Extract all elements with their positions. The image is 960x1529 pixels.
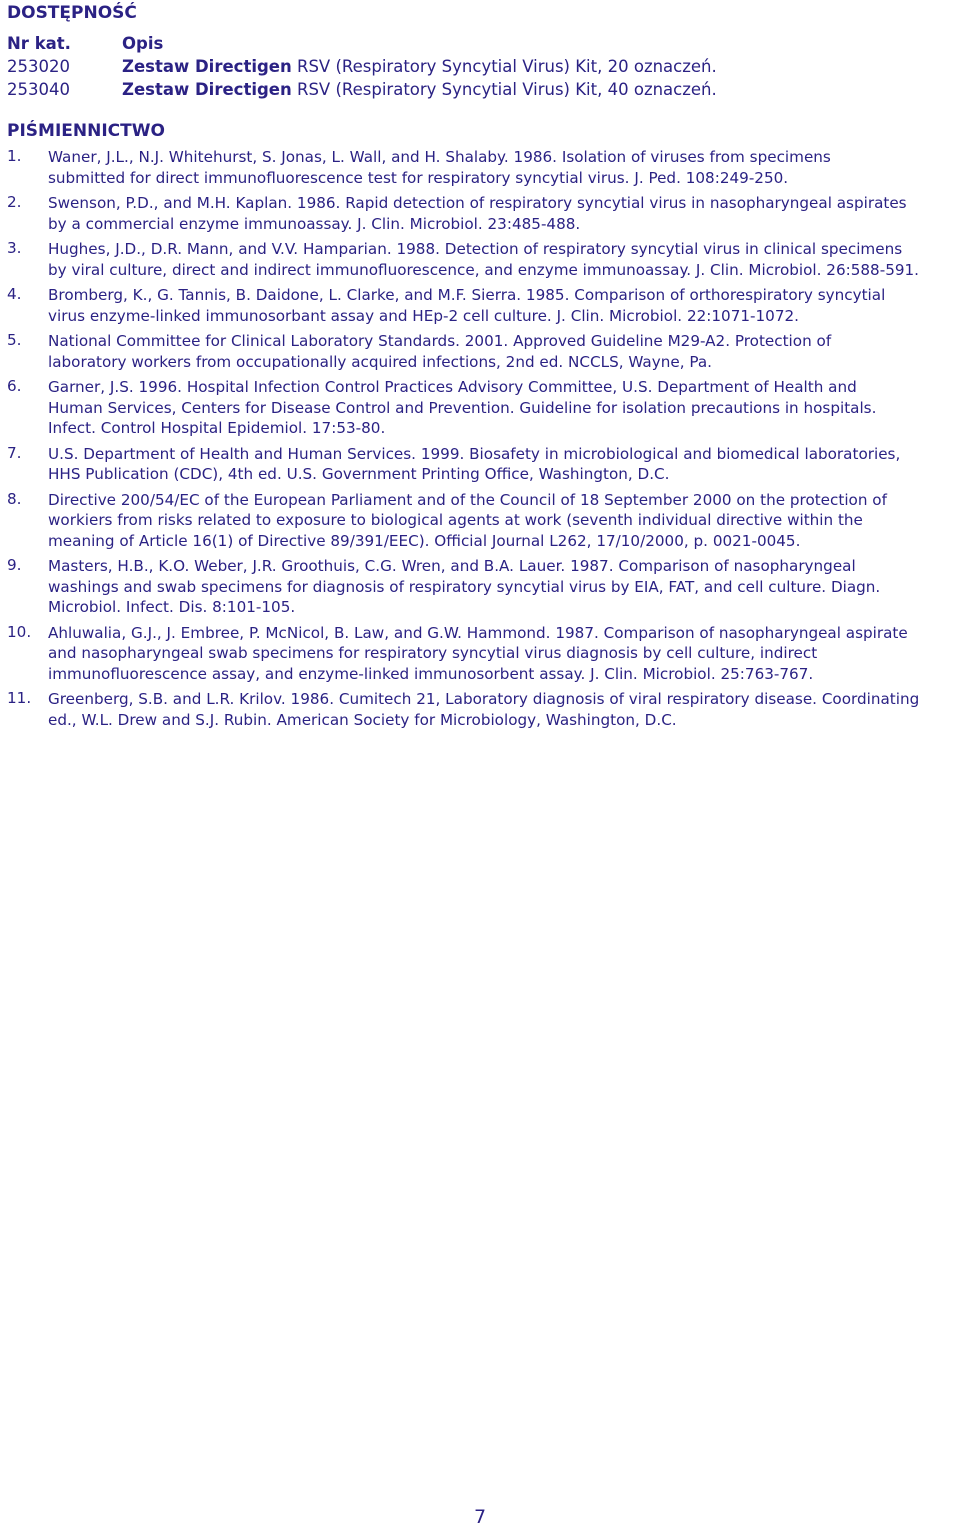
- reference-item: [7, 285, 952, 326]
- reference-line: HHS Publication (CDC), 4th ed. U.S. Government Printing Office, Washington, D.C.: [48, 465, 670, 483]
- reference-line: immunofluorescence assay, and enzyme-linked immunosorbent assay. J. Clin. Microbiol. 25:763-767.: [48, 664, 814, 683]
- reference-text: [48, 285, 952, 326]
- reference-number: 1.: [7, 147, 22, 165]
- reference-line: Hughes, J.D., D.R. Mann, and V.V. Hamparian. 1988. Detection of respiratory syncytial virus in clinical specimens: [48, 240, 903, 258]
- reference-number: 4.: [7, 285, 22, 303]
- reference-text: [48, 556, 952, 618]
- availability-row: [7, 55, 952, 78]
- reference-item: [7, 444, 952, 485]
- kit-description: [122, 80, 952, 99]
- reference-text: [48, 689, 952, 730]
- references-list: [7, 147, 952, 730]
- reference-line: workiers from risks related to exposure to biological agents at work (seventh individual directive within the: [48, 511, 863, 529]
- page-number: 7: [473, 1506, 487, 1528]
- reference-line: Ahluwalia, G.J., J. Embree, P. McNicol, B. Law, and G.W. Hammond. 1987. Comparison of nasopharyngeal aspirate: [48, 623, 908, 642]
- reference-item: [7, 556, 952, 618]
- reference-line: Waner, J.L., N.J. Whitehurst, S. Jonas, L. Wall, and H. Shalaby. 1986. Isolation of viruses from specimens: [48, 148, 831, 166]
- reference-line: submitted for direct immunofluorescence test for respiratory syncytial virus. J. Ped. 108:249-250.: [48, 168, 789, 187]
- availability-header-row: [7, 32, 952, 55]
- reference-line: Swenson, P.D., and M.H. Kaplan. 1986. Rapid detection of respiratory syncytial virus in nasopharyngeal aspirates: [48, 194, 907, 212]
- kit-name: Zestaw Directigen: [122, 80, 292, 99]
- kit-description: [122, 57, 952, 76]
- reference-text: [48, 239, 952, 280]
- references-heading: PIŚMIENNICTWO: [7, 121, 165, 141]
- reference-text: [48, 490, 952, 552]
- reference-text: [48, 331, 952, 372]
- reference-item: [7, 490, 952, 552]
- reference-item: [7, 331, 952, 372]
- catalog-column-header: Nr kat.: [7, 34, 71, 53]
- catalog-number: 253040: [7, 80, 70, 99]
- reference-line: washings and swab specimens for diagnosis of respiratory syncytial virus by EIA, FAT, and cell culture. Diagn.: [48, 577, 881, 596]
- reference-line: virus enzyme-linked immunosorbant assay and HEp-2 cell culture. J. Clin. Microbiol. 22:1071-1072.: [48, 306, 799, 325]
- reference-number: 10.: [7, 622, 32, 641]
- reference-item: [7, 193, 952, 234]
- reference-item: [7, 239, 952, 280]
- reference-line: Bromberg, K., G. Tannis, B. Daidone, L. Clarke, and M.F. Sierra. 1985. Comparison of orthorespiratory syncytial: [48, 286, 886, 304]
- reference-line: laboratory workers from occupationally acquired infections, 2nd ed. NCCLS, Wayne, Pa.: [48, 352, 712, 371]
- reference-number: 11.: [7, 689, 32, 707]
- reference-line: and nasopharyngeal swab specimens for respiratory syncytial virus diagnosis by cell culture, indirect: [48, 644, 818, 662]
- reference-number: 9.: [7, 556, 22, 574]
- availability-row: [7, 78, 952, 101]
- kit-name: Zestaw Directigen: [122, 57, 292, 76]
- reference-text: [48, 444, 952, 485]
- reference-line: Greenberg, S.B. and L.R. Krilov. 1986. Cumitech 21, Laboratory diagnosis of viral respiratory disease. Coordinating: [48, 690, 920, 708]
- reference-number: 2.: [7, 193, 22, 211]
- reference-line: by a commercial enzyme immunoassay. J. Clin. Microbiol. 23:485-488.: [48, 214, 581, 233]
- reference-number: 6.: [7, 377, 22, 395]
- reference-text: [48, 377, 952, 439]
- catalog-number: 253020: [7, 57, 70, 76]
- reference-line: Garner, J.S. 1996. Hospital Infection Control Practices Advisory Committee, U.S. Department of Health and: [48, 378, 857, 396]
- kit-details: RSV (Respiratory Syncytial Virus) Kit, 20 oznaczeń.: [291, 57, 717, 76]
- reference-line: by viral culture, direct and indirect immunofluorescence, and enzyme immunoassay. J. Clin. Microbiol. 26:588-591.: [48, 260, 920, 279]
- reference-line: Microbiol. Infect. Dis. 8:101-105.: [48, 598, 296, 616]
- availability-heading: DOSTĘPNOŚĆ: [7, 3, 137, 23]
- reference-item: [7, 377, 952, 439]
- reference-line: U.S. Department of Health and Human Services. 1999. Biosafety in microbiological and biomedical laboratories,: [48, 444, 901, 463]
- reference-line: meaning of Article 16(1) of Directive 89/391/EEC). Official Journal L262, 17/10/2000, p. 0021-0045.: [48, 531, 801, 550]
- reference-item: [7, 147, 952, 188]
- reference-text: [48, 193, 952, 234]
- description-column-header: Opis: [122, 34, 164, 53]
- reference-line: ed., W.L. Drew and S.J. Rubin. American Society for Microbiology, Washington, D.C.: [48, 710, 677, 729]
- reference-line: National Committee for Clinical Laboratory Standards. 2001. Approved Guideline M29-A2. Protection of: [48, 332, 832, 350]
- reference-text: [48, 147, 952, 188]
- reference-number: 7.: [7, 443, 22, 462]
- reference-line: Infect. Control Hospital Epidemiol. 17:53-80.: [48, 419, 386, 437]
- availability-table: [7, 32, 952, 101]
- reference-line: Human Services, Centers for Disease Control and Prevention. Guideline for isolation precautions in hospitals.: [48, 398, 877, 417]
- reference-item: [7, 623, 952, 685]
- reference-line: Directive 200/54/EC of the European Parliament and of the Council of 18 September 2000 on the protection of: [48, 490, 887, 509]
- reference-number: 8.: [7, 489, 22, 508]
- reference-number: 3.: [7, 239, 22, 257]
- reference-item: [7, 689, 952, 730]
- reference-text: [48, 623, 952, 685]
- reference-line: Masters, H.B., K.O. Weber, J.R. Groothuis, C.G. Wren, and B.A. Lauer. 1987. Comparison of nasopharyngeal: [48, 557, 856, 575]
- kit-details: RSV (Respiratory Syncytial Virus) Kit, 40 oznaczeń.: [291, 80, 717, 99]
- reference-number: 5.: [7, 331, 22, 349]
